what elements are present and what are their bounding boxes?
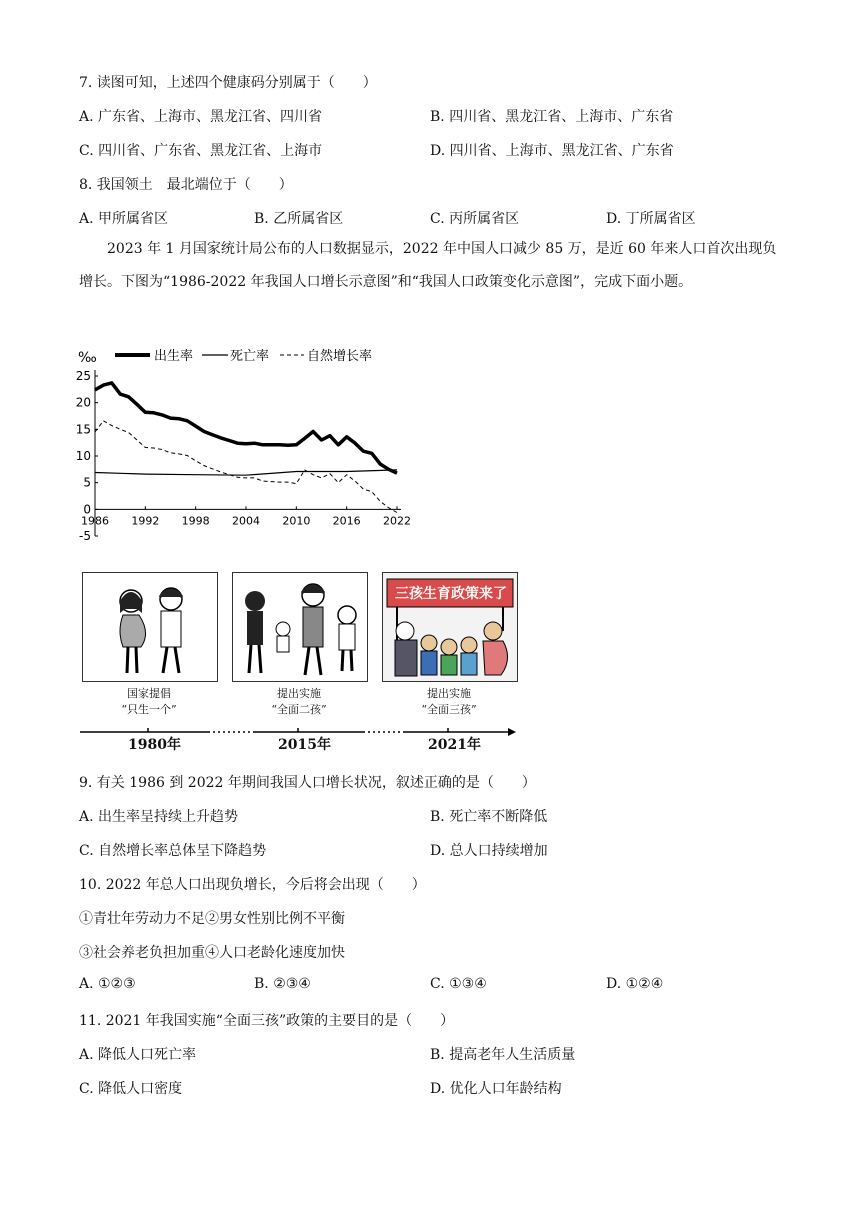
kid1-body [421, 651, 437, 675]
q10-statements-1: ①青壮年劳动力不足②男女性别比例不平衡 [79, 911, 345, 927]
child-leg-1 [342, 650, 343, 671]
man-leg-1 [163, 647, 167, 673]
policy-panel-1980 [82, 572, 218, 682]
couple-illustration [83, 573, 217, 681]
woman-legs [127, 647, 128, 673]
y-tick-label: 25 [75, 369, 91, 383]
q9-option-a[interactable]: A. 出生率呈持续上升趋势 [79, 809, 239, 825]
y-tick-label: 15 [75, 422, 91, 437]
caption-2021-line2: “全面三孩” [421, 703, 477, 716]
man-leg-2 [175, 647, 179, 673]
kid3-body [461, 653, 477, 675]
q11-option-c[interactable]: C. 降低人口密度 [79, 1081, 183, 1097]
population-growth-chart [70, 340, 430, 545]
year-label-1980: 1980年 [128, 737, 181, 753]
policy-panel-2015 [232, 572, 368, 682]
toddler-body [277, 636, 289, 652]
q7-option-a[interactable]: A. 广东省、上海市、黑龙江省、四川省 [79, 109, 323, 125]
x-tick-label: 1992 [131, 514, 160, 528]
y-tick-label: 10 [75, 449, 91, 463]
death-rate-line [95, 470, 397, 475]
year-label-2021: 2021年 [428, 737, 481, 753]
y-tick-label: 5 [83, 475, 91, 490]
caption-2015-line1: 提出实施 [277, 687, 321, 700]
caption-2021 [379, 686, 519, 718]
q7-option-b[interactable]: B. 四川省、黑龙江省、上海市、广东省 [430, 109, 674, 125]
father-leg-1 [305, 647, 309, 675]
year-label-2015: 2015年 [278, 737, 331, 753]
y-tick-label: -5 [79, 529, 91, 543]
policy-timeline-figure [78, 570, 518, 753]
y-unit-label: ‰ [78, 350, 97, 366]
q9-option-c[interactable]: C. 自然增长率总体呈下降趋势 [79, 843, 267, 859]
q10-option-d[interactable]: D. ①②④ [606, 976, 664, 992]
caption-1980-line2: “只生一个” [121, 703, 177, 716]
woman-body [120, 615, 146, 647]
mother-head [245, 591, 265, 611]
timeline-arrowhead [508, 728, 516, 736]
woman-leg-2 [136, 647, 137, 673]
q8-stem: 8. 我国领土 最北端位于（ ） [79, 177, 293, 193]
kid3-head [461, 637, 477, 653]
x-tick-label: 1986 [81, 514, 109, 528]
q10-statements-2: ③社会养老负担加重④人口老龄化速度加快 [79, 945, 345, 961]
man-body [161, 611, 181, 647]
x-tick-label: 2022 [383, 514, 411, 528]
q7-option-c[interactable]: C. 四川省、广东省、黑龙江省、上海市 [79, 143, 323, 159]
chart-legend [115, 348, 372, 364]
family-two-children-illustration [233, 573, 367, 681]
mother-leg-2 [259, 645, 261, 673]
q10-option-b[interactable]: B. ②③④ [254, 976, 311, 992]
intro-paragraph: 2023 年 1 月国家统计局公布的人口数据显示，2022 年中国人口减少 85 万，是近 60 年来人口首次出现负增长。下图为“1986-2022 年我国人口增长示意图”和“我国人口政策变化示意图”，完成下面小题。 [79, 241, 777, 290]
legend-label-natural: 自然增长率 [307, 349, 373, 364]
mother-body [247, 611, 263, 645]
father-body-2021 [395, 640, 417, 676]
child-body [339, 624, 355, 650]
caption-1980-line1: 国家提倡 [127, 687, 171, 700]
q8-option-b[interactable]: B. 乙所属省区 [254, 211, 344, 227]
x-tick-label: 2010 [282, 514, 311, 528]
policy-banner-text: 三孩生育政策来了 [395, 586, 507, 602]
father-head-2021 [396, 622, 414, 640]
caption-1980 [79, 686, 219, 718]
kid2-head [441, 639, 457, 655]
q7-stem: 7. 读图可知，上述四个健康码分别属于（ ） [79, 75, 377, 91]
mother-body-2021 [483, 641, 508, 675]
y-tick-label: 0 [83, 502, 91, 517]
child-head [338, 606, 356, 624]
legend-label-death: 死亡率 [230, 349, 270, 364]
q10-option-c[interactable]: C. ①③④ [430, 976, 487, 992]
q9-stem: 9. 有关 1986 到 2022 年期间我国人口增长状况，叙述正确的是（ ） [79, 775, 536, 791]
kid2-body [441, 655, 457, 675]
child-leg-2 [351, 650, 352, 671]
mother-legs [249, 645, 251, 673]
q7-option-d[interactable]: D. 四川省、上海市、黑龙江省、广东省 [430, 143, 674, 159]
x-tick-label: 2016 [332, 514, 361, 528]
q9-option-b[interactable]: B. 死亡率不断降低 [430, 809, 548, 825]
toddler-head [276, 622, 290, 636]
natural-growth-rate-line [95, 421, 397, 513]
q11-option-d[interactable]: D. 优化人口年龄结构 [430, 1081, 562, 1097]
q10-stem: 10. 2022 年总人口出现负增长，今后将会出现（ ） [79, 877, 426, 893]
policy-banner-text-layer [388, 579, 518, 605]
kid1-head [421, 635, 437, 651]
caption-2021-line1: 提出实施 [427, 687, 471, 700]
q9-option-d[interactable]: D. 总人口持续增加 [430, 843, 548, 859]
q8-option-d[interactable]: D. 丁所属省区 [606, 211, 696, 227]
father-body [303, 607, 323, 647]
q11-option-a[interactable]: A. 降低人口死亡率 [79, 1047, 197, 1063]
q11-stem: 11. 2021 年我国实施“全面三孩”政策的主要目的是（ ） [79, 1013, 455, 1029]
q8-option-a[interactable]: A. 甲所属省区 [79, 211, 169, 227]
caption-2015-line2: “全面二孩” [271, 703, 327, 716]
legend-label-birth: 出生率 [154, 349, 194, 364]
x-tick-label: 1998 [181, 514, 210, 528]
q8-option-c[interactable]: C. 丙所属省区 [430, 211, 520, 227]
q11-option-b[interactable]: B. 提高老年人生活质量 [430, 1047, 576, 1063]
birth-rate-line [95, 383, 397, 473]
mother-head-2021 [484, 622, 502, 640]
caption-2015 [229, 686, 369, 718]
q10-option-a[interactable]: A. ①②③ [79, 976, 136, 992]
father-leg-2 [317, 647, 321, 675]
x-tick-label: 2004 [232, 514, 260, 528]
y-tick-label: 20 [75, 395, 91, 410]
